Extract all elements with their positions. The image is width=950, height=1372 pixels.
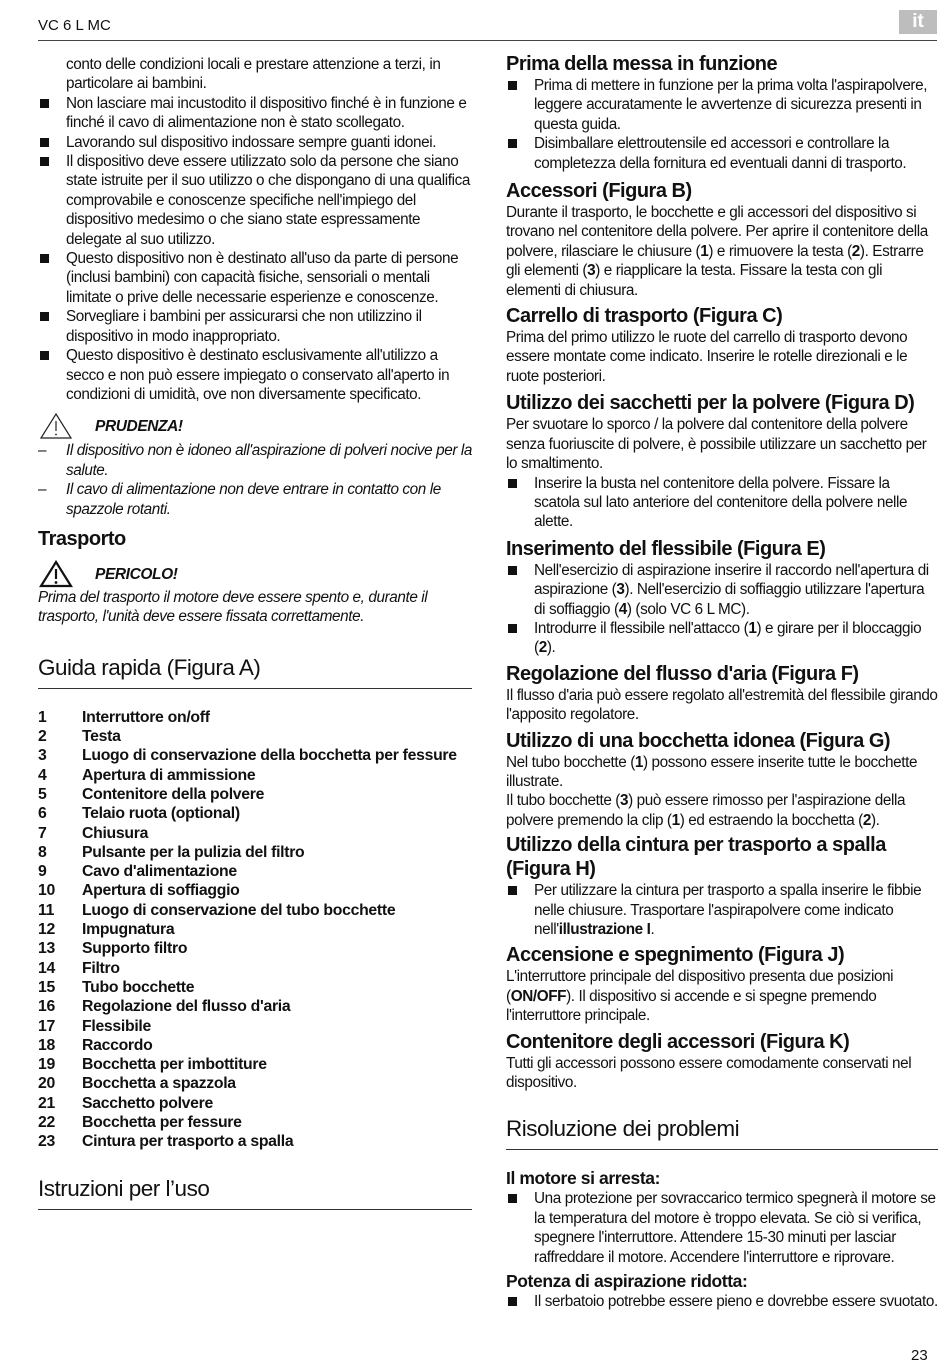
right-column (506, 52, 938, 1311)
quick-guide-label: Testa (82, 728, 121, 746)
quick-guide-label: Cavo d'alimentazione (82, 863, 237, 881)
quick-guide-item (38, 746, 472, 765)
quick-guide-item (38, 920, 472, 939)
quick-guide-label: Luogo di conservazione della bocchetta per fessure (82, 747, 457, 765)
airflow-text: Il flusso d'aria può essere regolato all'estremità del flessibile girando l'apposito regolatore. (506, 686, 938, 724)
quick-guide-number: 23 (38, 1133, 55, 1151)
quick-guide-list (38, 708, 472, 1152)
safety-bullet: Il dispositivo deve essere utilizzato solo da persone che siano state istruite per il suo utilizzo o che dispongano di una qualifica comprovabile e conoscenze specifiche nell'impiego del dispositivo medesimo o che siano state espressamente delegate al suo utilizzo. (38, 152, 472, 249)
cart-title: Carrello di trasporto (Figura C) (506, 305, 783, 328)
hose-bullet: Nell'esercizio di aspirazione inserire il raccordo nell'apertura di aspirazione (3). Nell'esercizio di soffiaggio utilizzare l'apertura di soffiaggio (4) (solo VC 6 L MC). (506, 561, 938, 619)
quick-guide-label: Apertura di soffiaggio (82, 882, 240, 900)
accessory-container-text: Tutti gli accessori possono essere comodamente conservati nel dispositivo. (506, 1054, 912, 1092)
belt-bullet: Per utilizzare la cintura per trasporto a spalla inserire le fibbie nelle chiusure. Trasportare l'aspirapolvere come indicato nell'illustrazione I. (506, 881, 938, 939)
quick-guide-item (38, 1113, 472, 1132)
quick-guide-label: Regolazione del flusso d'aria (82, 998, 291, 1016)
page-number: 23 (911, 1347, 928, 1364)
quick-guide-label: Flessibile (82, 1017, 151, 1035)
first-use-title: Prima della messa in funzione (506, 53, 778, 75)
quick-guide-item (38, 804, 472, 823)
bags-bullet: Inserire la busta nel contenitore della polvere. Fissare la scatola sul lato anteriore del contenitore della polvere nelle alette. (506, 474, 938, 532)
quick-guide-number: 17 (38, 1017, 55, 1035)
quick-guide-item (38, 785, 472, 804)
danger-text: Prima del trasporto il motore deve essere spento e, durante il trasporto, l'unità deve essere fissata correttamente. (38, 588, 428, 626)
quick-guide-item (38, 959, 472, 978)
quick-guide-item (38, 1132, 472, 1151)
quick-guide-label: Chiusura (82, 824, 149, 842)
quick-guide-number: 6 (38, 805, 47, 823)
first-use-bullet: Prima di mettere in funzione per la prima volta l'aspirapolvere, leggere accuratamente le avvertenze di sicurezza presenti in questa guida. (506, 76, 938, 134)
quick-guide-label: Luogo di conservazione del tubo bocchette (82, 901, 396, 919)
quick-guide-number: 16 (38, 998, 55, 1016)
intro-continuation: conto delle condizioni locali e prestare attenzione a terzi, in particolare ai bambini. (66, 56, 441, 93)
quick-guide-label: Interruttore on/off (82, 708, 210, 726)
reduced-suction-title: Potenza di aspirazione ridotta: (506, 1271, 748, 1292)
hose-title: Inserimento del flessibile (Figura E) (506, 537, 826, 560)
quick-guide-item (38, 862, 472, 881)
quick-guide-number: 14 (38, 959, 55, 977)
power-text: L'interruttore principale del dispositivo presenta due posizioni (ON/OFF). Il dispositivo si accende e si spegne premendo l'interruttore principale. (506, 968, 894, 1025)
quick-guide-item (38, 901, 472, 920)
danger-triangle-icon (39, 560, 73, 593)
danger-heading (38, 560, 472, 588)
quick-guide-item (38, 881, 472, 900)
accessory-container-title: Contenitore degli accessori (Figura K) (506, 1030, 850, 1053)
quick-guide-item (38, 727, 472, 746)
quick-guide-label: Supporto filtro (82, 940, 188, 958)
quick-guide-label: Apertura di ammissione (82, 766, 256, 784)
quick-guide-number: 20 (38, 1075, 55, 1093)
bags-text: Per svuotare lo sporco / la polvere dal contenitore della polvere senza fuoriuscite di polvere, è possibile utilizzare un sacchetto per lo smaltimento. (506, 416, 927, 473)
caution-heading (38, 412, 472, 440)
quick-guide-number: 9 (38, 863, 47, 881)
motor-stops-title: Il motore si arresta: (506, 1168, 661, 1189)
safety-bullet: Sorvegliare i bambini per assicurarsi che non utilizzino il dispositivo in modo inappropriato. (38, 307, 472, 346)
quick-guide-label: Bocchetta a spazzola (82, 1075, 236, 1093)
quick-guide-number: 15 (38, 978, 55, 996)
quick-guide-item (38, 1055, 472, 1074)
first-use-bullet: Disimballare elettroutensile ed accessori e controllare la completezza della fornitura ed eventuali danni di trasporto. (506, 134, 938, 173)
quick-guide-number: 4 (38, 766, 47, 784)
quick-guide-item (38, 1094, 472, 1113)
safety-bullet: Lavorando sul dispositivo indossare sempre guanti idonei. (38, 133, 472, 152)
quick-guide-number: 21 (38, 1094, 55, 1112)
language-badge: it (899, 10, 937, 34)
quick-guide-label: Impugnatura (82, 921, 175, 939)
quick-guide-label: Tubo bocchette (82, 978, 195, 996)
quick-guide-number: 18 (38, 1036, 55, 1054)
quick-guide-number: 7 (38, 824, 47, 842)
nozzle-text: Nel tubo bocchette (1) possono essere inserite tutte le bocchette illustrate. (506, 753, 918, 790)
quick-guide-item (38, 766, 472, 785)
usage-title: Istruzioni per l’uso (38, 1175, 472, 1210)
quick-guide-label: Contenitore della polvere (82, 785, 265, 803)
quick-guide-item (38, 997, 472, 1016)
accessories-text: Durante il trasporto, le bocchette e gli accessori del dispositivo si trovano nel contenitore della polvere. Per aprire il contenitore della polvere, rilasciare le chiusure (1) e rimuovere la testa (2). Estrarre gli elementi (3) e riapplicare la testa. Fissare la testa con gli elementi di chiusura. (506, 204, 928, 299)
transport-title: Trasporto (38, 527, 126, 550)
quick-guide-item (38, 1074, 472, 1093)
header-rule (38, 40, 937, 41)
quick-guide-label: Cintura per trasporto a spalla (82, 1133, 294, 1151)
quick-guide-number: 11 (38, 901, 55, 919)
belt-title: Utilizzo della cintura per trasporto a spalla (Figura H) (506, 834, 886, 881)
quick-guide-item (38, 824, 472, 843)
quick-guide-item (38, 939, 472, 958)
nozzle-title: Utilizzo di una bocchetta idonea (Figura G) (506, 729, 891, 752)
bags-title: Utilizzo dei sacchetti per la polvere (Figura D) (506, 392, 915, 415)
motor-stops-bullet: Una protezione per sovraccarico termico spegnerà il motore se la temperatura del motore è troppo elevata. Se ciò si verifica, spegnere l'interruttore. Attendere 15-30 minuti per lasciar raffreddare il motore. Accendere l'interruttore e riprovare. (506, 1189, 938, 1267)
quick-guide-label: Raccordo (82, 1036, 153, 1054)
quick-guide-number: 1 (38, 708, 47, 726)
quick-guide-label: Bocchetta per fessure (82, 1113, 242, 1131)
safety-bullet: Questo dispositivo è destinato esclusivamente all'utilizzo a secco e non può essere impiegato o conservato all'aperto in condizioni di umidità, ove non diversamente specificato. (38, 346, 472, 404)
quick-guide-number: 10 (38, 882, 55, 900)
quick-guide-label: Bocchetta per imbottiture (82, 1056, 267, 1074)
troubleshooting-title: Risoluzione dei problemi (506, 1115, 938, 1150)
quick-guide-item (38, 708, 472, 727)
quick-guide-item (38, 1036, 472, 1055)
quick-guide-label: Filtro (82, 959, 120, 977)
cart-text: Prima del primo utilizzo le ruote del carrello di trasporto devono essere montate come indicato. Inserire le rotelle direzionali e le ruote posteriori. (506, 329, 908, 385)
quick-guide-item (38, 843, 472, 862)
hose-bullet: Introdurre il flessibile nell'attacco (1) e girare per il bloccaggio (2). (506, 619, 938, 658)
accessories-title: Accessori (Figura B) (506, 180, 692, 203)
left-column (38, 55, 472, 1210)
airflow-title: Regolazione del flusso d'aria (Figura F) (506, 662, 859, 685)
quick-guide-label: Telaio ruota (optional) (82, 805, 240, 823)
quick-guide-item (38, 1017, 472, 1036)
power-title: Accensione e spegnimento (Figura J) (506, 944, 845, 967)
caution-label: PRUDENZA! (95, 418, 183, 436)
quick-guide-number: 8 (38, 843, 47, 861)
quick-guide-number: 2 (38, 728, 47, 746)
danger-label: PERICOLO! (95, 565, 178, 583)
quick-guide-number: 3 (38, 747, 47, 765)
caution-item: – Il dispositivo non è idoneo all'aspirazione di polveri nocive per la salute. (38, 441, 472, 480)
header-model: VC 6 L MC (38, 17, 111, 34)
quick-guide-number: 19 (38, 1056, 55, 1074)
reduced-suction-bullet: Il serbatoio potrebbe essere pieno e dovrebbe essere svuotato. (506, 1292, 938, 1311)
quick-guide-number: 5 (38, 785, 47, 803)
caution-item: – Il cavo di alimentazione non deve entrare in contatto con le spazzole rotanti. (38, 480, 472, 519)
quick-guide-number: 22 (38, 1113, 55, 1131)
quick-guide-number: 12 (38, 921, 55, 939)
nozzle-text: Il tubo bocchette (3) può essere rimosso per l'aspirazione della polvere premendo la clip (1) ed estraendo la bocchetta (2). (506, 792, 906, 829)
safety-bullet: Questo dispositivo non è destinato all'uso da parte di persone (inclusi bambini) con capacità fisiche, sensoriali o mentali limitate o prive delle necessarie esperienze e conoscenze. (38, 249, 472, 307)
quick-guide-item (38, 978, 472, 997)
quick-guide-label: Pulsante per la pulizia del filtro (82, 843, 305, 861)
safety-bullet: Non lasciare mai incustodito il dispositivo finché è in funzione e finché il cavo di alimentazione non è stato scollegato. (38, 94, 472, 133)
quick-guide-number: 13 (38, 940, 55, 958)
quick-guide-label: Sacchetto polvere (82, 1094, 213, 1112)
quick-guide-title: Guida rapida (Figura A) (38, 654, 472, 689)
